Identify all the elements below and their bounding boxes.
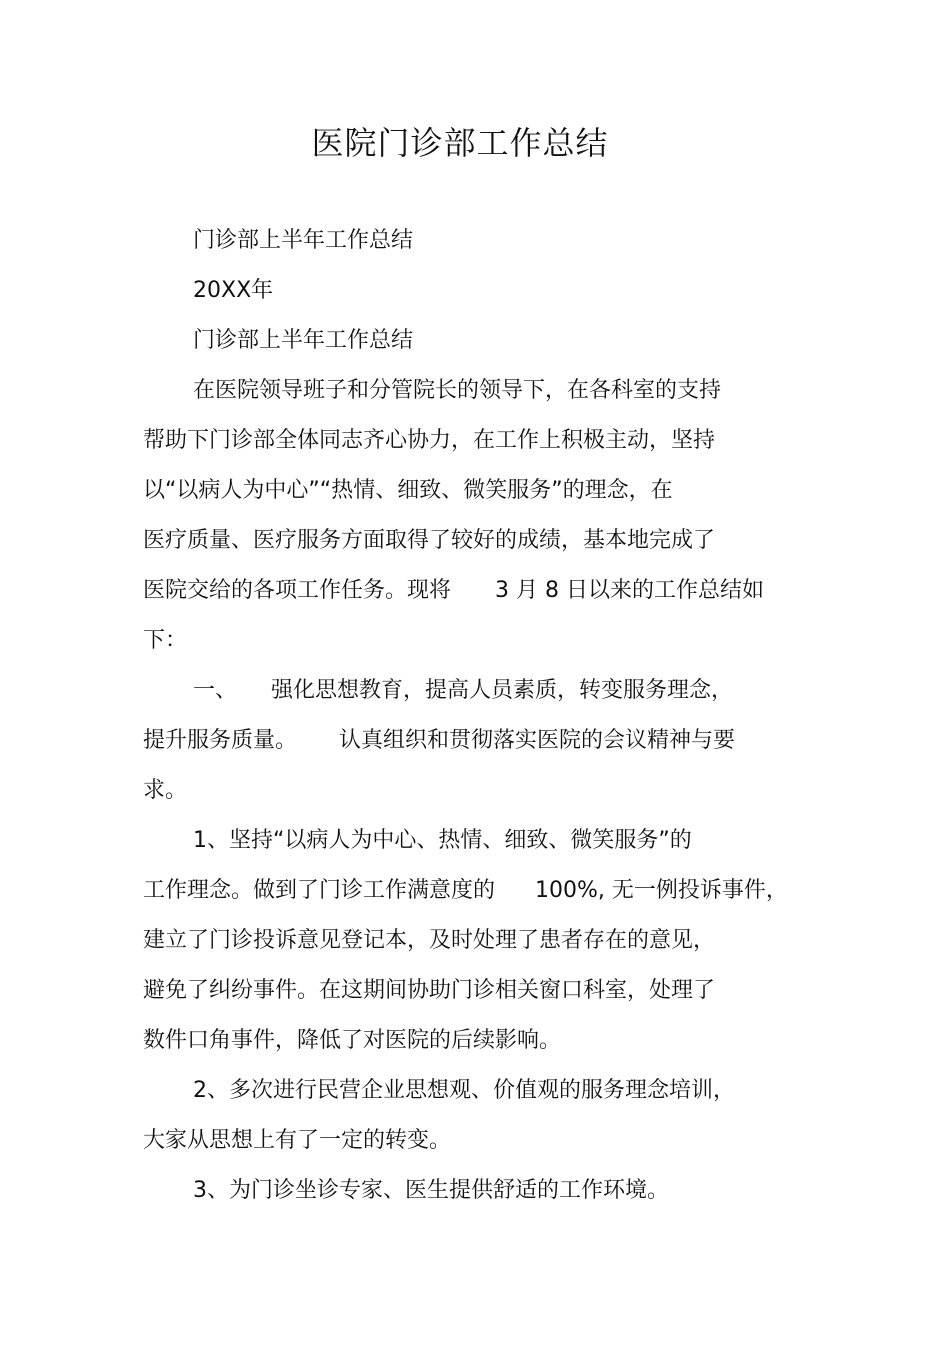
subtitle-line: 门诊部上半年工作总结 — [193, 228, 414, 253]
section-heading — [193, 676, 733, 706]
item-line: 数件口角事件，降低了对医院的后续影响。 — [143, 1028, 562, 1053]
item-line: 1、坚持“以病人为中心、热情、细致、微笑服务”的 — [193, 828, 692, 853]
item-percent-text: 100%, 无一例投诉事件， — [535, 878, 788, 903]
item-text: 工作理念。做到了门诊工作满意度的 — [143, 878, 496, 903]
paragraph-text: 认真组织和贯彻落实医院的会议精神与要 — [339, 728, 736, 753]
item-line: 建立了门诊投诉意见登记本，及时处理了患者存在的意见， — [143, 928, 716, 953]
paragraph-text: 提升服务质量。 — [143, 728, 298, 753]
item-line: 2、多次进行民营企业思想观、价值观的服务理念培训， — [193, 1078, 735, 1103]
paragraph-line — [143, 576, 764, 606]
item-line: 大家从思想上有了一定的转变。 — [143, 1128, 452, 1153]
section-heading-text: 强化思想教育，提高人员素质，转变服务理念， — [271, 678, 734, 703]
section-number: 一、 — [193, 678, 238, 703]
document-title: 医院门诊部工作总结 — [311, 124, 609, 162]
paragraph-line: 求。 — [143, 778, 188, 803]
subtitle-line-repeat: 门诊部上半年工作总结 — [193, 328, 414, 353]
paragraph-line: 帮助下门诊部全体同志齐心协力，在工作上积极主动，坚持 — [143, 428, 716, 453]
item-line: 3、为门诊坐诊专家、医生提供舒适的工作环境。 — [193, 1178, 669, 1203]
item-line — [143, 876, 788, 906]
paragraph-line: 以“以病人为中心”“热情、细致、微笑服务”的理念，在 — [143, 478, 673, 503]
paragraph-line: 医疗质量、医疗服务方面取得了较好的成绩，基本地完成了 — [143, 528, 716, 553]
year-line: 20XX年 — [193, 278, 274, 303]
item-line: 避免了纠纷事件。在这期间协助门诊相关窗口科室，处理了 — [143, 978, 716, 1003]
paragraph-date-text: 3 月 8 日以来的工作总结如 — [495, 578, 764, 603]
paragraph-text: 医院交给的各项工作任务。现将 — [143, 578, 452, 603]
paragraph-line — [143, 726, 735, 756]
paragraph-line: 下： — [143, 628, 188, 653]
paragraph-line: 在医院领导班子和分管院长的领导下，在各科室的支持 — [193, 378, 722, 403]
